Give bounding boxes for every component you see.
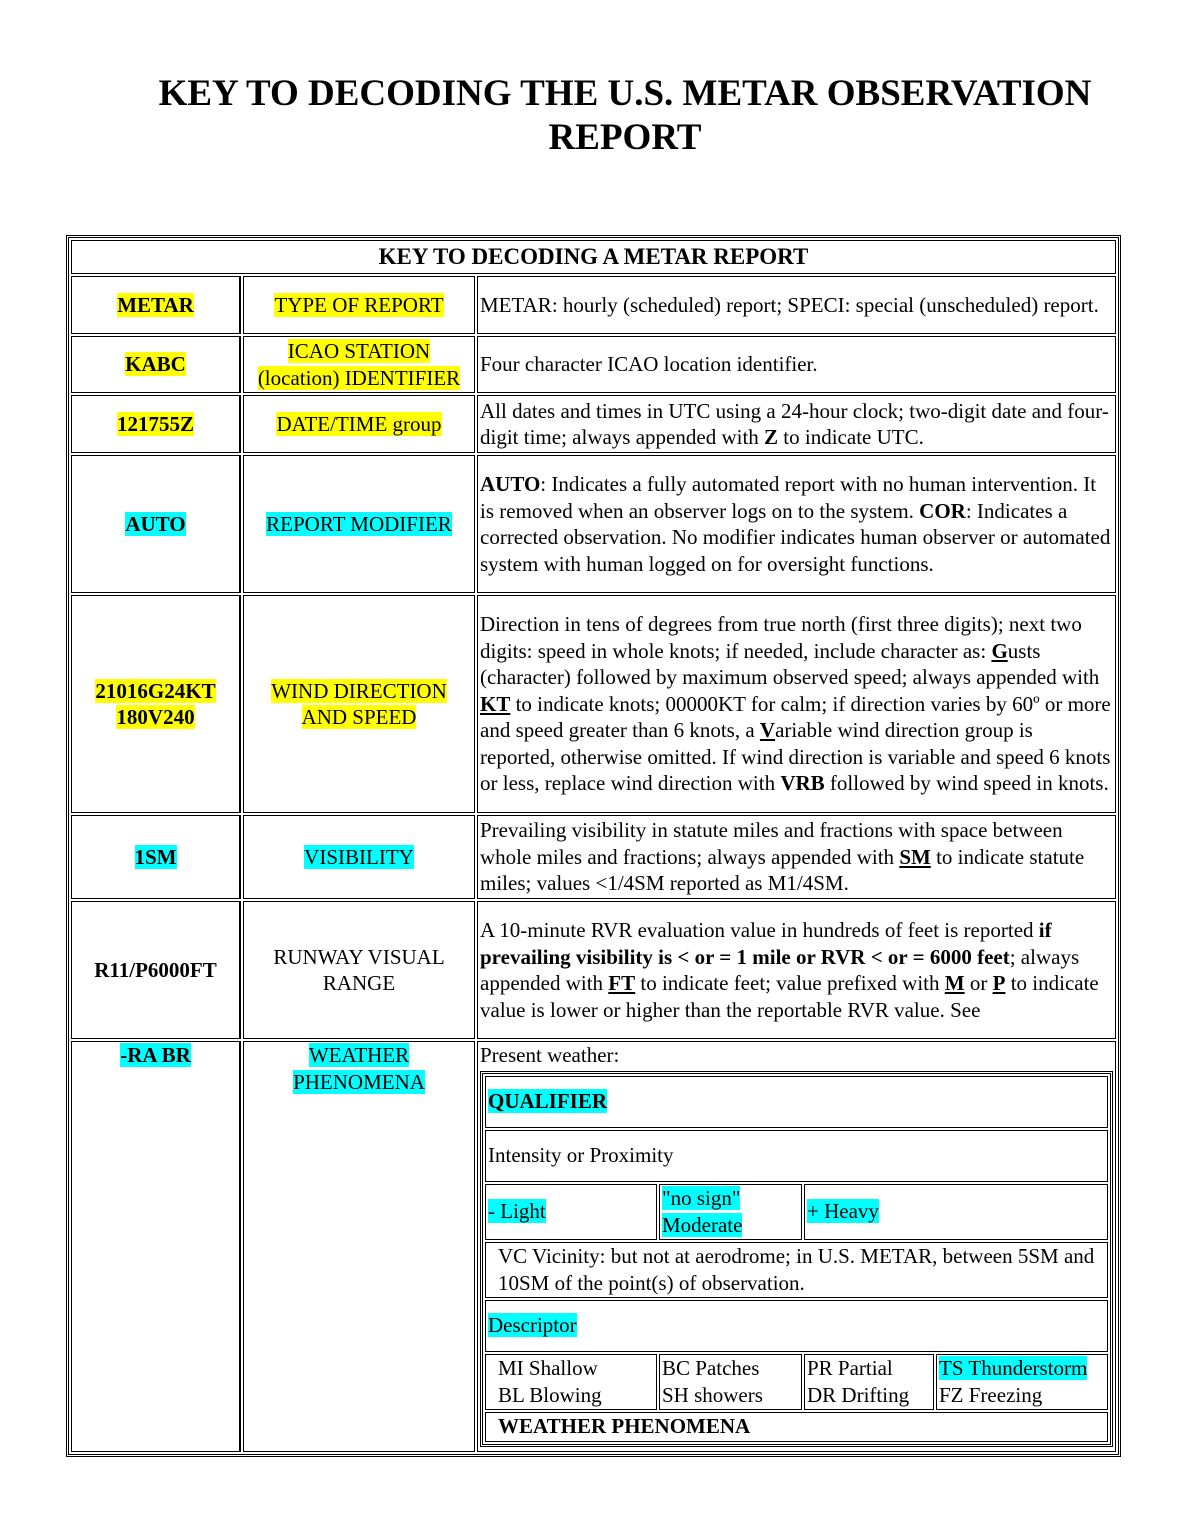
description-cell (477, 336, 1116, 393)
descriptor-item: BL Blowing (498, 1382, 602, 1407)
description-text: P (992, 971, 1006, 995)
code-cell (71, 595, 241, 813)
table-row (71, 901, 1116, 1039)
table-row (71, 336, 1116, 393)
type-text: ICAO STATION (287, 339, 431, 363)
type-text: WIND DIRECTION (271, 678, 447, 703)
descriptor-item: SH showers (662, 1382, 763, 1407)
description-text: A 10-minute RVR evaluation value in hundreds of feet is reported (480, 918, 1039, 942)
type-cell (243, 901, 475, 1039)
weather-phenomena-heading: WEATHER PHENOMENA (498, 1414, 751, 1439)
description-text: : Indicates a corrected observation. No modifier indicates human observer or automated system with human logged on for oversight functions. (480, 498, 1111, 576)
description-text: Z (764, 425, 779, 449)
code-text: AUTO (125, 511, 186, 536)
type-cell (243, 336, 475, 393)
metar-key-table (66, 235, 1121, 1457)
descriptor-item: BC Patches (662, 1356, 760, 1380)
description-cell (477, 595, 1116, 813)
description-text: Four character ICAO location identifier. (480, 352, 818, 377)
descriptor-cell (659, 1354, 802, 1410)
intensity-light: - Light (488, 1199, 546, 1224)
descriptor-item: PR Partial (807, 1356, 893, 1380)
descriptor-item: MI Shallow (498, 1356, 598, 1380)
description-text: to indicate UTC. (778, 425, 924, 449)
descriptor-item: DR Drifting (807, 1382, 910, 1407)
description-text: to indicate feet; value prefixed with (635, 971, 945, 995)
description-text: to indicate knots; 00000KT for calm; if direction varies by 60º or more and speed greater than 6 knots, a (480, 691, 1111, 743)
description-text: G (991, 638, 1008, 663)
type-text: REPORT MODIFIER (266, 511, 452, 536)
code-cell (71, 815, 241, 899)
present-weather-label: Present weather: (480, 1043, 620, 1067)
table-row (71, 455, 1116, 593)
description-text: V (759, 718, 776, 743)
table-row (71, 595, 1116, 813)
intensity-moderate-label: Moderate (662, 1212, 743, 1237)
page-title: KEY TO DECODING THE U.S. METAR OBSERVATION REPORT (158, 73, 1092, 158)
code-text: METAR (117, 292, 194, 317)
description-text: usts (character) followed by maximum observed speed; always appended with (480, 638, 1100, 690)
description-cell (477, 1041, 1116, 1452)
code-text: 1SM (134, 844, 177, 869)
code-cell (71, 395, 241, 453)
description-text: FT (608, 971, 636, 995)
code-text: 180V240 (116, 705, 195, 729)
qualifier-heading: QUALIFIER (488, 1089, 608, 1114)
type-text: DATE/TIME group (276, 411, 442, 436)
description-text: Direction in tens of degrees from true north (first three digits); next two digits: speed in whole knots; if needed, include character as: (480, 612, 1082, 663)
code-text: R11/P6000FT (94, 957, 217, 982)
table-row (71, 815, 1116, 899)
type-cell (243, 815, 475, 899)
code-cell (71, 276, 241, 334)
type-text: PHENOMENA (293, 1069, 425, 1094)
code-cell (71, 455, 241, 593)
code-cell (71, 336, 241, 393)
description-text: SM (899, 844, 931, 869)
table-title: KEY TO DECODING A METAR REPORT (71, 240, 1116, 274)
description-text: M (944, 971, 965, 995)
description-text: ; always appended with (480, 944, 1080, 995)
type-cell (243, 276, 475, 334)
table-row-weather (71, 1041, 1116, 1452)
description-text: if prevailing visibility is < or = 1 mile or RVR < or = 6000 feet (480, 918, 1052, 969)
type-cell (243, 455, 475, 593)
type-text: TYPE OF REPORT (274, 292, 444, 317)
descriptor-cell (485, 1354, 657, 1410)
description-text: ariable wind direction group is reported, otherwise omitted. If wind direction is variable and speed 6 knots or less, replace wind direction with (480, 718, 1111, 796)
description-cell (477, 815, 1116, 899)
description-text: : Indicates a fully automated report with no human intervention. It is removed when an observer logs on to the system. (480, 472, 1097, 523)
type-cell (243, 395, 475, 453)
description-text: All dates and times in UTC using a 24-hour clock; two-digit date and four-digit time; always appended with (480, 398, 1109, 449)
code-text: 121755Z (116, 411, 194, 436)
table-row (71, 276, 1116, 334)
description-cell (477, 455, 1116, 593)
descriptor-heading: Descriptor (488, 1313, 577, 1338)
description-cell (477, 276, 1116, 334)
description-text: AUTO (480, 472, 541, 496)
code-text: KABC (125, 352, 186, 377)
descriptor-item: FZ Freezing (939, 1382, 1043, 1407)
code-text: -RA BR (120, 1043, 191, 1067)
intensity-heading: Intensity or Proximity (485, 1130, 1108, 1182)
type-cell (243, 595, 475, 813)
description-text: KT (480, 691, 511, 716)
code-text: 21016G24KT (95, 678, 216, 703)
description-text: VRB (780, 771, 825, 796)
type-text: RUNWAY VISUAL (273, 944, 445, 969)
description-text: to indicate value is lower or higher than the reportable RVR value. See (480, 971, 1099, 1022)
weather-subtable (480, 1071, 1113, 1447)
description-text: followed by wind speed in knots. (824, 771, 1109, 796)
type-cell (243, 1041, 475, 1452)
type-text: RANGE (322, 971, 396, 995)
description-text: Prevailing visibility in statute miles and fractions with space between whole miles and fractions; always appended with (480, 818, 1063, 869)
type-text: VISIBILITY (304, 844, 414, 869)
intensity-heavy: + Heavy (807, 1199, 879, 1224)
description-text: COR (919, 498, 966, 523)
description-cell (477, 901, 1116, 1039)
code-cell (71, 901, 241, 1039)
description-cell (477, 395, 1116, 453)
code-cell (71, 1041, 241, 1452)
descriptor-cell (804, 1354, 934, 1410)
type-text: AND SPEED (301, 705, 417, 729)
table-row (71, 395, 1116, 453)
description-text: METAR: hourly (scheduled) report; SPECI: special (unscheduled) report. (480, 292, 1099, 317)
description-text: to indicate statute miles; values <1/4SM reported as M1/4SM. (480, 844, 1085, 896)
intensity-moderate: "no sign" (662, 1186, 741, 1210)
type-text: WEATHER (308, 1043, 410, 1067)
vicinity-text: VC Vicinity: but not at aerodrome; in U.S. METAR, between 5SM and 10SM of the point(s) of observation. (485, 1242, 1108, 1298)
description-text: or (964, 971, 993, 995)
descriptor-item: TS Thunderstorm (939, 1356, 1088, 1380)
type-text: (location) IDENTIFIER (257, 365, 461, 390)
descriptor-cell (936, 1354, 1108, 1410)
